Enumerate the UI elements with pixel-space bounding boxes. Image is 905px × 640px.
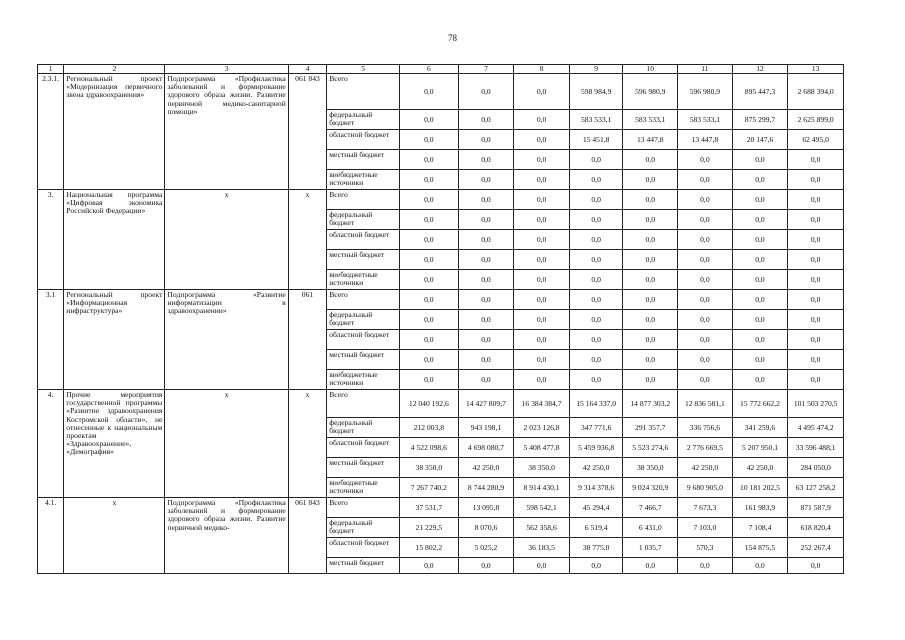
program-name: Подпрограмма «Развитие информатизации в здравоохранении» xyxy=(165,290,288,390)
column-number: 8 xyxy=(514,65,570,74)
item-name: Прочие мероприятия государственной программы «Развитие здравоохранения Костромской области», не отнесенные к национальным проектам «Здравоохранение», «Демография» xyxy=(64,390,165,498)
budget-table xyxy=(37,64,844,574)
amount-cell: 6 519,4 xyxy=(569,518,623,538)
item-name: Региональный проект «Информационная инфраструктура» xyxy=(64,290,165,390)
amount-cell: 0,0 xyxy=(514,310,570,330)
amount-cell: 583 533,1 xyxy=(623,110,678,130)
amount-cell: 596 980,9 xyxy=(678,74,733,110)
amount-cell: 14 877 303,2 xyxy=(623,390,678,418)
amount-cell: 0,0 xyxy=(732,250,788,270)
amount-cell: 7 103,0 xyxy=(678,518,733,538)
amount-cell: 0,0 xyxy=(458,310,514,330)
amount-cell: 0,0 xyxy=(678,190,733,210)
amount-cell: 161 983,9 xyxy=(732,498,788,518)
grbs-code: х xyxy=(288,190,326,290)
table-row xyxy=(38,390,844,418)
column-number: 12 xyxy=(732,65,788,74)
program-name: х xyxy=(165,390,288,498)
funding-source: областной бюджет xyxy=(327,130,400,150)
amount-cell: 1 035,7 xyxy=(623,538,678,558)
amount-cell: 9 024 320,9 xyxy=(623,478,678,498)
amount-cell: 0,0 xyxy=(400,130,459,150)
amount-cell: 7 108,4 xyxy=(732,518,788,538)
table-row xyxy=(38,498,844,518)
amount-cell: 16 384 384,7 xyxy=(514,390,570,418)
amount-cell: 0,0 xyxy=(458,350,514,370)
item-name: Национальная программа «Цифровая экономика Российской Федерации» xyxy=(64,190,165,290)
funding-source: областной бюджет xyxy=(327,330,400,350)
amount-cell: 12 836 581,1 xyxy=(678,390,733,418)
amount-cell: 0,0 xyxy=(788,210,844,230)
amount-cell: 0,0 xyxy=(569,210,623,230)
amount-cell: 4 495 474,2 xyxy=(788,418,844,438)
amount-cell: 0,0 xyxy=(400,190,459,210)
amount-cell: 0,0 xyxy=(788,270,844,290)
amount-cell: 15 802,2 xyxy=(400,538,459,558)
table-row xyxy=(38,290,844,310)
amount-cell: 0,0 xyxy=(678,210,733,230)
amount-cell: 0,0 xyxy=(732,270,788,290)
grbs-code: 061 xyxy=(288,290,326,390)
amount-cell: 0,0 xyxy=(623,170,678,190)
amount-cell: 0,0 xyxy=(514,270,570,290)
amount-cell: 252 267,4 xyxy=(788,538,844,558)
amount-cell: 7 267 740,2 xyxy=(400,478,459,498)
amount-cell: 0,0 xyxy=(732,350,788,370)
amount-cell: 0,0 xyxy=(678,558,733,574)
amount-cell: 0,0 xyxy=(569,290,623,310)
amount-cell: 0,0 xyxy=(732,330,788,350)
amount-cell: 0,0 xyxy=(623,210,678,230)
amount-cell: 12 040 192,6 xyxy=(400,390,459,418)
amount-cell: 0,0 xyxy=(788,230,844,250)
amount-cell: 0,0 xyxy=(678,170,733,190)
amount-cell: 20 147,6 xyxy=(732,130,788,150)
amount-cell: 0,0 xyxy=(788,558,844,574)
amount-cell: 6 431,0 xyxy=(623,518,678,538)
program-name: х xyxy=(165,190,288,290)
amount-cell: 13 447,8 xyxy=(623,130,678,150)
amount-cell: 0,0 xyxy=(400,270,459,290)
row-number: 2.3.1. xyxy=(38,74,64,190)
amount-cell: 0,0 xyxy=(732,190,788,210)
amount-cell: 0,0 xyxy=(732,310,788,330)
amount-cell: 0,0 xyxy=(569,250,623,270)
amount-cell: 0,0 xyxy=(788,250,844,270)
amount-cell: 14 427 809,7 xyxy=(458,390,514,418)
amount-cell: 0,0 xyxy=(623,350,678,370)
amount-cell: 0,0 xyxy=(400,110,459,130)
amount-cell: 0,0 xyxy=(569,350,623,370)
grbs-code: 061 843 xyxy=(288,498,326,574)
funding-source: областной бюджет xyxy=(327,538,400,558)
amount-cell: 0,0 xyxy=(458,558,514,574)
funding-source: внебюджетные источники xyxy=(327,270,400,290)
amount-cell: 0,0 xyxy=(732,290,788,310)
funding-source: внебюджетные источники xyxy=(327,170,400,190)
amount-cell: 0,0 xyxy=(678,290,733,310)
amount-cell: 0,0 xyxy=(458,190,514,210)
item-name: х xyxy=(64,498,165,574)
amount-cell: 0,0 xyxy=(400,558,459,574)
amount-cell: 0,0 xyxy=(514,350,570,370)
amount-cell: 0,0 xyxy=(400,250,459,270)
column-number: 5 xyxy=(327,65,400,74)
amount-cell: 38 350,0 xyxy=(400,458,459,478)
amount-cell: 0,0 xyxy=(569,150,623,170)
amount-cell: 212 003,8 xyxy=(400,418,459,438)
column-number: 4 xyxy=(288,65,326,74)
amount-cell: 0,0 xyxy=(400,330,459,350)
amount-cell: 37 531,7 xyxy=(400,498,459,518)
amount-cell: 0,0 xyxy=(514,110,570,130)
amount-cell: 0,0 xyxy=(623,250,678,270)
amount-cell: 0,0 xyxy=(400,310,459,330)
amount-cell: 0,0 xyxy=(732,170,788,190)
amount-cell: 347 771,6 xyxy=(569,418,623,438)
column-number: 11 xyxy=(678,65,733,74)
amount-cell: 0,0 xyxy=(569,330,623,350)
amount-cell: 562 358,6 xyxy=(514,518,570,538)
amount-cell: 0,0 xyxy=(788,290,844,310)
amount-cell: 154 875,5 xyxy=(732,538,788,558)
item-name: Региональный проект «Модернизация первичного звена здравоохранения» xyxy=(64,74,165,190)
amount-cell: 570,3 xyxy=(678,538,733,558)
amount-cell: 0,0 xyxy=(623,230,678,250)
funding-source: местный бюджет xyxy=(327,150,400,170)
amount-cell: 0,0 xyxy=(678,270,733,290)
amount-cell: 15 164 337,0 xyxy=(569,390,623,418)
amount-cell: 13 447,8 xyxy=(678,130,733,150)
amount-cell: 0,0 xyxy=(623,290,678,310)
amount-cell: 42 250,0 xyxy=(732,458,788,478)
amount-cell: 0,0 xyxy=(732,370,788,390)
amount-cell: 5 025,2 xyxy=(458,538,514,558)
amount-cell: 0,0 xyxy=(623,330,678,350)
column-number: 13 xyxy=(788,65,844,74)
amount-cell: 0,0 xyxy=(788,310,844,330)
table-row xyxy=(38,74,844,110)
amount-cell: 0,0 xyxy=(732,230,788,250)
program-name: Подпрограмма «Профилактика заболеваний и формирование здорового образа жизни. Развитие первичной медико-санитарной помощи» xyxy=(165,74,288,190)
amount-cell: 4 698 080,7 xyxy=(458,438,514,458)
amount-cell: 15 451,8 xyxy=(569,130,623,150)
amount-cell: 336 756,6 xyxy=(678,418,733,438)
amount-cell: 583 533,1 xyxy=(569,110,623,130)
amount-cell: 0,0 xyxy=(514,210,570,230)
amount-cell: 10 181 202,5 xyxy=(732,478,788,498)
amount-cell: 13 095,8 xyxy=(458,498,514,518)
amount-cell: 0,0 xyxy=(514,330,570,350)
program-name: Подпрограмма «Профилактика заболеваний и формирование здорового образа жизни. Развитие первичной медико- xyxy=(165,498,288,574)
amount-cell: 895 447,3 xyxy=(732,74,788,110)
amount-cell: 0,0 xyxy=(458,130,514,150)
funding-source: внебюджетные источники xyxy=(327,478,400,498)
amount-cell: 0,0 xyxy=(569,310,623,330)
funding-source: местный бюджет xyxy=(327,350,400,370)
row-number: 4. xyxy=(38,390,64,498)
funding-source: Всего xyxy=(327,290,400,310)
amount-cell: 583 533,1 xyxy=(678,110,733,130)
amount-cell: 45 294,4 xyxy=(569,498,623,518)
amount-cell: 0,0 xyxy=(678,150,733,170)
amount-cell: 0,0 xyxy=(788,150,844,170)
amount-cell: 42 250,0 xyxy=(678,458,733,478)
funding-source: областной бюджет xyxy=(327,438,400,458)
amount-cell: 0,0 xyxy=(623,150,678,170)
amount-cell: 2 688 394,0 xyxy=(788,74,844,110)
column-number: 7 xyxy=(458,65,514,74)
amount-cell: 0,0 xyxy=(514,370,570,390)
funding-source: областной бюджет xyxy=(327,230,400,250)
amount-cell: 0,0 xyxy=(514,290,570,310)
amount-cell: 8 914 430,1 xyxy=(514,478,570,498)
funding-source: Всего xyxy=(327,390,400,418)
amount-cell: 0,0 xyxy=(623,370,678,390)
amount-cell: 0,0 xyxy=(400,150,459,170)
amount-cell: 0,0 xyxy=(400,170,459,190)
amount-cell: 9 680 905,0 xyxy=(678,478,733,498)
amount-cell: 38 350,0 xyxy=(623,458,678,478)
amount-cell: 0,0 xyxy=(678,310,733,330)
amount-cell: 0,0 xyxy=(458,330,514,350)
amount-cell: 0,0 xyxy=(788,370,844,390)
amount-cell: 0,0 xyxy=(400,370,459,390)
amount-cell: 0,0 xyxy=(569,370,623,390)
amount-cell: 0,0 xyxy=(514,170,570,190)
amount-cell: 33 596 488,1 xyxy=(788,438,844,458)
funding-source: федеральный бюджет xyxy=(327,110,400,130)
amount-cell: 5 207 950,1 xyxy=(732,438,788,458)
amount-cell: 2 776 669,5 xyxy=(678,438,733,458)
amount-cell: 0,0 xyxy=(569,190,623,210)
funding-source: Всего xyxy=(327,498,400,518)
amount-cell: 0,0 xyxy=(514,190,570,210)
row-number: 4.1. xyxy=(38,498,64,574)
amount-cell: 0,0 xyxy=(569,170,623,190)
amount-cell: 875 299,7 xyxy=(732,110,788,130)
amount-cell: 0,0 xyxy=(458,110,514,130)
column-number: 9 xyxy=(569,65,623,74)
grbs-code: 061 843 xyxy=(288,74,326,190)
amount-cell: 0,0 xyxy=(458,230,514,250)
funding-source: местный бюджет xyxy=(327,558,400,574)
amount-cell: 0,0 xyxy=(788,330,844,350)
column-number: 6 xyxy=(400,65,459,74)
header-row xyxy=(38,65,844,74)
amount-cell: 2 023 126,8 xyxy=(514,418,570,438)
amount-cell: 598 984,9 xyxy=(569,74,623,110)
amount-cell: 291 357,7 xyxy=(623,418,678,438)
funding-source: федеральный бюджет xyxy=(327,418,400,438)
funding-source: федеральный бюджет xyxy=(327,518,400,538)
amount-cell: 0,0 xyxy=(400,74,459,110)
amount-cell: 0,0 xyxy=(458,370,514,390)
amount-cell: 15 772 662,2 xyxy=(732,390,788,418)
amount-cell: 42 250,0 xyxy=(458,458,514,478)
amount-cell: 871 587,9 xyxy=(788,498,844,518)
funding-source: федеральный бюджет xyxy=(327,310,400,330)
amount-cell: 101 503 270,5 xyxy=(788,390,844,418)
amount-cell: 0,0 xyxy=(458,270,514,290)
amount-cell: 0,0 xyxy=(458,74,514,110)
amount-cell: 0,0 xyxy=(678,350,733,370)
amount-cell: 62 495,0 xyxy=(788,130,844,150)
amount-cell: 21 229,5 xyxy=(400,518,459,538)
amount-cell: 618 820,4 xyxy=(788,518,844,538)
amount-cell: 9 314 378,6 xyxy=(569,478,623,498)
amount-cell: 4 522 098,6 xyxy=(400,438,459,458)
amount-cell: 0,0 xyxy=(678,230,733,250)
grbs-code: х xyxy=(288,390,326,498)
amount-cell: 0,0 xyxy=(400,290,459,310)
amount-cell: 0,0 xyxy=(623,310,678,330)
amount-cell: 38 350,0 xyxy=(514,458,570,478)
amount-cell: 0,0 xyxy=(514,150,570,170)
amount-cell: 0,0 xyxy=(788,170,844,190)
amount-cell: 8 070,6 xyxy=(458,518,514,538)
amount-cell: 0,0 xyxy=(623,558,678,574)
amount-cell: 0,0 xyxy=(514,558,570,574)
amount-cell: 596 980,9 xyxy=(623,74,678,110)
amount-cell: 0,0 xyxy=(400,230,459,250)
amount-cell: 0,0 xyxy=(400,350,459,370)
column-number: 1 xyxy=(38,65,64,74)
amount-cell: 0,0 xyxy=(678,370,733,390)
row-number: 3. xyxy=(38,190,64,290)
funding-source: Всего xyxy=(327,74,400,110)
amount-cell: 341 259,6 xyxy=(732,418,788,438)
row-number: 3.1 xyxy=(38,290,64,390)
amount-cell: 943 198,1 xyxy=(458,418,514,438)
amount-cell: 0,0 xyxy=(788,350,844,370)
amount-cell: 0,0 xyxy=(732,558,788,574)
amount-cell: 0,0 xyxy=(458,150,514,170)
amount-cell: 0,0 xyxy=(732,150,788,170)
amount-cell: 0,0 xyxy=(514,230,570,250)
amount-cell: 0,0 xyxy=(732,210,788,230)
funding-source: местный бюджет xyxy=(327,250,400,270)
amount-cell: 0,0 xyxy=(458,290,514,310)
amount-cell: 0,0 xyxy=(678,330,733,350)
amount-cell: 8 744 280,9 xyxy=(458,478,514,498)
amount-cell: 0,0 xyxy=(569,558,623,574)
table-row xyxy=(38,190,844,210)
amount-cell: 7 466,7 xyxy=(623,498,678,518)
amount-cell: 0,0 xyxy=(514,74,570,110)
funding-source: федеральный бюджет xyxy=(327,210,400,230)
column-number: 3 xyxy=(165,65,288,74)
amount-cell: 0,0 xyxy=(788,190,844,210)
amount-cell: 7 673,3 xyxy=(678,498,733,518)
funding-source: внебюджетные источники xyxy=(327,370,400,390)
amount-cell: 0,0 xyxy=(623,190,678,210)
amount-cell: 0,0 xyxy=(458,250,514,270)
amount-cell: 284 050,0 xyxy=(788,458,844,478)
funding-source: Всего xyxy=(327,190,400,210)
amount-cell: 0,0 xyxy=(514,130,570,150)
amount-cell: 5 523 274,6 xyxy=(623,438,678,458)
amount-cell: 5 408 477,8 xyxy=(514,438,570,458)
amount-cell: 598 542,1 xyxy=(514,498,570,518)
amount-cell: 0,0 xyxy=(569,230,623,250)
amount-cell: 0,0 xyxy=(569,270,623,290)
amount-cell: 38 775,0 xyxy=(569,538,623,558)
amount-cell: 0,0 xyxy=(458,170,514,190)
amount-cell: 42 250,0 xyxy=(569,458,623,478)
amount-cell: 0,0 xyxy=(400,210,459,230)
amount-cell: 0,0 xyxy=(514,250,570,270)
amount-cell: 2 625 899,0 xyxy=(788,110,844,130)
amount-cell: 36 183,5 xyxy=(514,538,570,558)
amount-cell: 0,0 xyxy=(458,210,514,230)
column-number: 2 xyxy=(64,65,165,74)
amount-cell: 0,0 xyxy=(678,250,733,270)
funding-source: местный бюджет xyxy=(327,458,400,478)
amount-cell: 63 127 258,2 xyxy=(788,478,844,498)
column-number: 10 xyxy=(623,65,678,74)
amount-cell: 0,0 xyxy=(623,270,678,290)
amount-cell: 5 459 936,8 xyxy=(569,438,623,458)
page-number: 78 xyxy=(448,33,457,43)
